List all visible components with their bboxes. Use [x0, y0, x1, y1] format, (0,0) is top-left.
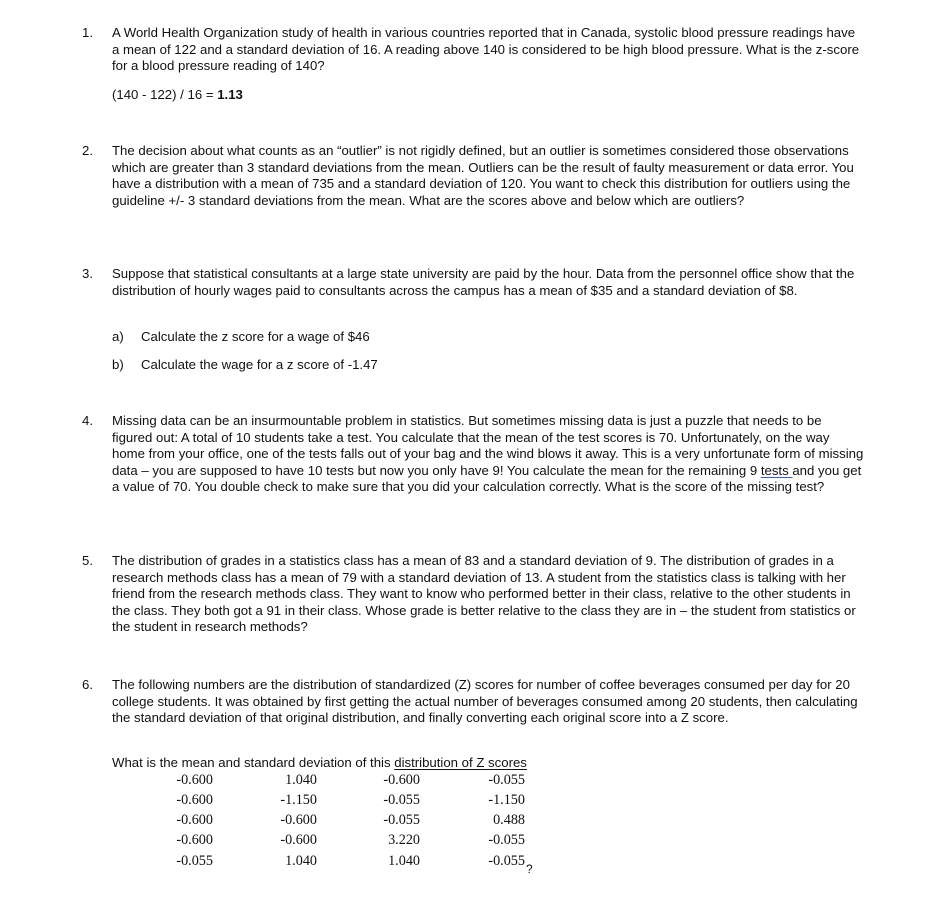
- z-score-cell: -0.055: [488, 852, 525, 869]
- question-text: The decision about what counts as an “outlier” is not rigidly defined, but an outlier is sometimes considered those observations which are greater than 3 standard deviations from the mean. Outliers can be the result of faulty measurement or data error. You have a distribution with a mean of 735 and a standard deviation of 120. You want to check this distribution for outliers using the guideline +/- 3 standard deviations from the mean. What are the scores above and below which are outliers?: [112, 143, 854, 208]
- z-score-cell: -0.055: [176, 852, 213, 869]
- z-score-cell: -0.600: [176, 832, 213, 849]
- question-text-part: and you get a value of 70. You double check to make sure that you did your calculation correctly. What is the score of the missing test?: [112, 462, 862, 495]
- question-number: 3.: [82, 266, 93, 281]
- part-label: a): [112, 329, 124, 344]
- z-score-cell: 0.488: [493, 812, 525, 829]
- z-score-cell: -0.600: [280, 812, 317, 829]
- z-score-cell: 3.220: [388, 832, 420, 849]
- question-number: 1.: [82, 25, 93, 40]
- z-scores-table: [150, 770, 525, 871]
- z-score-cell: -0.600: [176, 791, 213, 808]
- z-score-cell: -0.055: [488, 771, 525, 788]
- z-score-cell: -1.150: [280, 791, 317, 808]
- question-text: The distribution of grades in a statistics class has a mean of 83 and a standard deviation of 9. The distribution of grades in a research methods class has a mean of 79 with a standard deviation of 13. A student from the statistics class is talking with her friend from the research methods class. They want to know who performed better in their class, relative to the other students in the class. They both got a 91 in their class. Whose grade is better relative to the class they are in – the student from statistics or the student in research methods?: [112, 553, 856, 635]
- z-score-cell: -0.055: [383, 812, 420, 829]
- z-score-cell: -0.600: [280, 832, 317, 849]
- z-score-cell: -0.055: [383, 791, 420, 808]
- part-text: Calculate the wage for a z score of -1.47: [141, 357, 378, 372]
- z-score-cell: 1.040: [285, 852, 317, 869]
- z-score-cell: 1.040: [285, 771, 317, 788]
- underlined-word: tests: [760, 462, 793, 478]
- z-row: [150, 810, 525, 830]
- z-row: [150, 851, 525, 871]
- question-text: [112, 413, 864, 496]
- question-number: 6.: [82, 677, 93, 692]
- z-score-cell: -0.600: [176, 812, 213, 829]
- part-a: [112, 329, 370, 346]
- part-text: Calculate the z score for a wage of $46: [141, 329, 370, 344]
- z-score-cell: 1.040: [388, 852, 420, 869]
- z-row: [150, 790, 525, 810]
- question-text: Suppose that statistical consultants at a large state university are paid by the hour. Data from the personnel office show that the distribution of hourly wages paid to consultants across the campus has a mean of $35 and a standard deviation of $8.: [112, 266, 855, 298]
- z-row: [150, 770, 525, 790]
- question-number: 2.: [82, 143, 93, 158]
- question-number: 5.: [82, 553, 93, 568]
- z-scores-body: [150, 770, 525, 871]
- part-label: b): [112, 357, 124, 372]
- question-text-part: Missing data can be an insurmountable problem in statistics. But sometimes missing data is just a puzzle that needs to be figured out: A total of 10 students take a test. You calculate that the mean of the test scores is 70. Unfortunately, on the way home from your office, one of the tests falls out of your bag and the wind blows it away. This is a very unfortunate form of missing data – you are supposed to have 10 tests but now you only have 9! You calculate the mean for the remaining 9: [112, 413, 864, 478]
- answer-expression: (140 - 122) / 16 =: [112, 87, 218, 102]
- z-score-cell: -0.055: [488, 832, 525, 849]
- z-score-cell: -0.600: [383, 771, 420, 788]
- answer-line: [112, 87, 864, 104]
- prompt-underlined: distribution of Z scores: [394, 755, 527, 770]
- question-text: The following numbers are the distribution of standardized (Z) scores for number of coffee beverages consumed per day for 20 college students. It was obtained by first getting the actual number of beverages consumed among 20 students, then calculating the standard deviation of that original distribution, and finally converting each original score into a Z score.: [112, 677, 858, 726]
- question-number: 4.: [82, 413, 93, 428]
- z-score-cell: -0.600: [176, 771, 213, 788]
- question-mark: ?: [526, 862, 533, 876]
- part-b: [112, 357, 378, 374]
- question-text: A World Health Organization study of health in various countries reported that in Canada, systolic blood pressure readings have a mean of 122 and a standard deviation of 16. A reading above 140 is considered to be high blood pressure. What is the z-score for a blood pressure reading of 140?: [112, 25, 860, 74]
- prompt-text: What is the mean and standard deviation of this: [112, 755, 395, 770]
- z-score-cell: -1.150: [488, 791, 525, 808]
- z-row: [150, 831, 525, 851]
- answer-value: 1.13: [217, 87, 243, 102]
